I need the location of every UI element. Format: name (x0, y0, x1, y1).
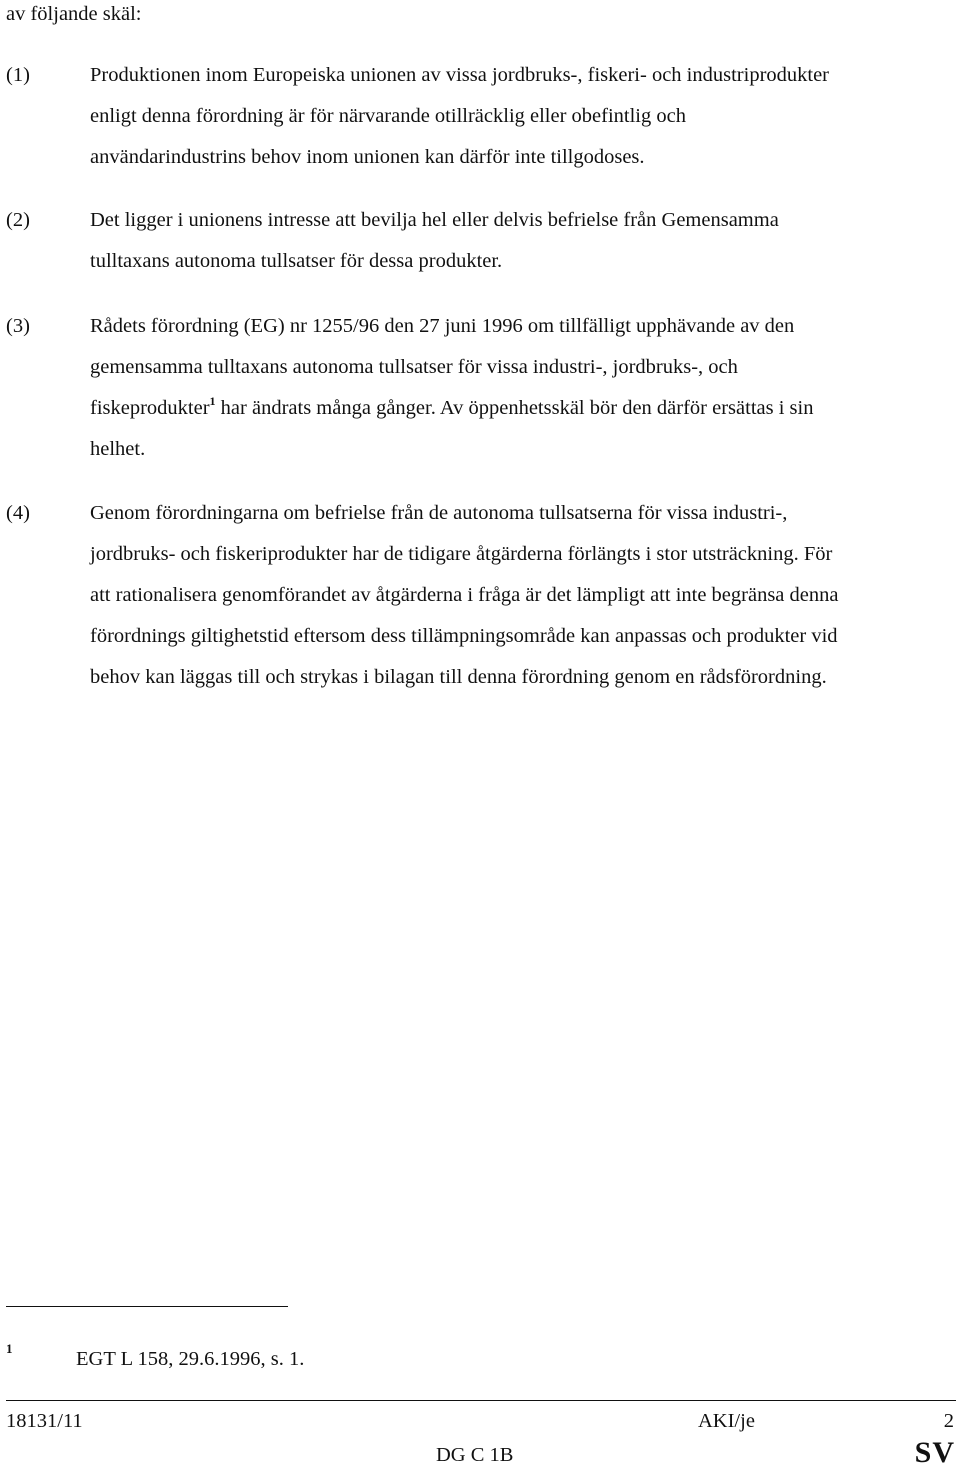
author-initials: AKI/je (698, 1410, 755, 1432)
recital-number: (3) (6, 315, 30, 337)
recital-line: förordnings giltighetstid eftersom dess tillämpningsområde kan anpassas och produkter vid (90, 625, 838, 647)
recital-line-segment: har ändrats många gånger. Av öppenhetsskäl bör den därför ersättas i sin (215, 397, 814, 419)
footnote-text: EGT L 158, 29.6.1996, s. 1. (76, 1348, 305, 1370)
footnote-marker: 1 (6, 1341, 13, 1356)
recital-line: jordbruks- och fiskeriprodukter har de tidigare åtgärderna förlängts i stor utsträckning. För (90, 543, 833, 565)
recital-line: behov kan läggas till och strykas i bilagan till denna förordning genom en rådsförordning. (90, 666, 827, 688)
recital-text (90, 493, 956, 698)
recital-line: Rådets förordning (EG) nr 1255/96 den 27 juni 1996 om tillfälligt upphävande av den (90, 315, 795, 337)
recital-line: Genom förordningarna om befrielse från de autonoma tullsatserna för vissa industri-, (90, 502, 788, 524)
recital-text (90, 306, 956, 470)
recital-text (90, 200, 956, 282)
directorate-label: DG C 1B (436, 1444, 514, 1466)
recital-4 (6, 493, 956, 698)
recital-line: Det ligger i unionens intresse att bevilja hel eller delvis befrielse från Gemensamma (90, 209, 779, 231)
recital-number: (1) (6, 64, 30, 86)
recital-text (90, 55, 956, 178)
recital-line: tulltaxans autonoma tullsatser för dessa produkter. (90, 250, 503, 272)
recital-line (90, 388, 956, 429)
recital-line: att rationalisera genomförandet av åtgärderna i fråga är det lämpligt att inte begränsa denna (90, 584, 839, 606)
recital-2 (6, 200, 956, 282)
intro-text: av följande skäl: (6, 3, 142, 25)
footnote-separator (6, 1306, 288, 1307)
recital-line-segment: fiskeprodukter (90, 397, 210, 419)
recital-3 (6, 306, 956, 470)
recital-number: (2) (6, 209, 30, 231)
document-number: 18131/11 (6, 1410, 83, 1432)
footer-separator (6, 1400, 956, 1401)
recital-line: gemensamma tulltaxans autonoma tullsatser för vissa industri-, jordbruks-, och (90, 356, 738, 378)
recital-line: Produktionen inom Europeiska unionen av vissa jordbruks-, fiskeri- och industriprodukter (90, 64, 830, 86)
language-code: SV (914, 1436, 955, 1469)
page-number: 2 (943, 1410, 954, 1432)
recital-1 (6, 55, 956, 178)
recital-line: helhet. (90, 438, 146, 460)
footnote-reference[interactable]: 1 (209, 394, 216, 408)
recital-line: enligt denna förordning är för närvarande otillräcklig eller obefintlig och (90, 105, 686, 127)
recital-number: (4) (6, 502, 30, 524)
recital-line: användarindustrins behov inom unionen kan därför inte tillgodoses. (90, 146, 645, 168)
